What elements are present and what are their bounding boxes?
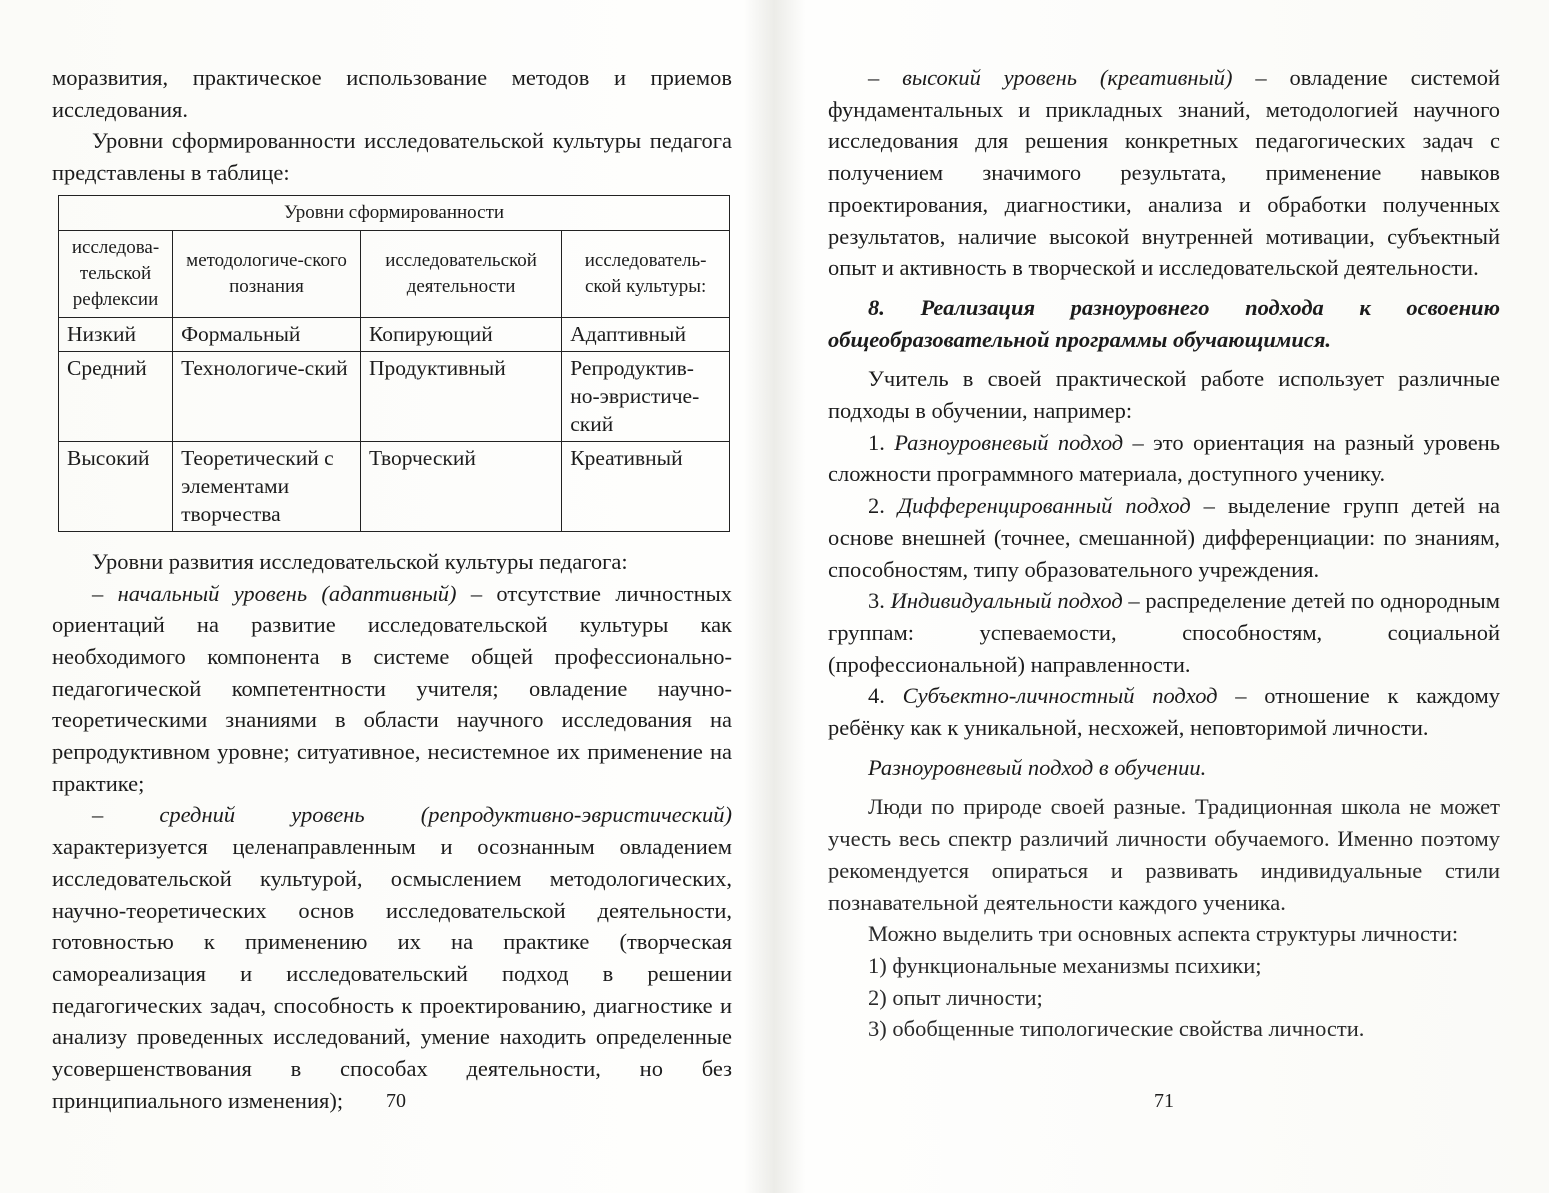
page-number-left: 70 xyxy=(386,1090,406,1112)
table-column-header: методологиче-ского познания xyxy=(173,230,361,317)
table-column-header: исследователь-ской культуры: xyxy=(562,230,730,317)
table-header: Уровни сформированности xyxy=(59,195,730,230)
term-middle-level: – средний уровень (репродуктивно-эвристический) xyxy=(92,802,732,828)
left-paragraph-1: моразвития, практическое использование методов и приемов исследования. xyxy=(52,65,732,122)
sub-heading: Разноуровневый подход в обучении. xyxy=(868,754,1207,780)
list-item: 1) функциональные механизмы психики; xyxy=(868,952,1262,978)
table-row xyxy=(59,317,730,351)
table-cell: Технологиче-ский xyxy=(173,351,361,441)
term-initial-level: – начальный уровень (адаптивный) xyxy=(92,580,457,606)
left-paragraph-3: Уровни развития исследовательской культуры педагога: xyxy=(92,548,628,574)
right-paragraph-2: Учитель в своей практической работе использует различные подходы в обучении, например: xyxy=(828,366,1500,424)
list-item: 2) опыт личности; xyxy=(868,984,1043,1010)
table-cell: Репродуктив-но-эвристиче-ский xyxy=(562,351,730,441)
table-cell: Творческий xyxy=(360,441,561,531)
left-paragraph-5: – средний уровень (репродуктивно-эвристический) характеризуется целенаправленным и осознанным овладением исследовательской культурой, осмыслением методологических, научно-теоретических основ исследовательской деятельности, готовностью к применению их на практике (творческая самореализация и исследовательский подход в решении педагогических задач, способность к проектированию, диагностике и анализу проведенных исследований, умение находить определенные усовершенствования в способах деятельности, но без принципиального изменения); xyxy=(52,802,732,1113)
approach-item-2: 2. Дифференцированный подход – выделение групп детей на основе внешней (точнее, смешанной) дифференциации: по знаниям, способностям, типу образовательного учреждения. xyxy=(828,493,1501,582)
table-column-header: исследова-тельской рефлексии xyxy=(59,230,173,317)
table-cell: Адаптивный xyxy=(562,317,730,351)
right-paragraph-4: Можно выделить три основных аспекта структуры личности: xyxy=(868,921,1459,947)
table-cell: Теоретический с элементами творчества xyxy=(173,441,361,531)
table-cell: Формальный xyxy=(173,317,361,351)
left-page xyxy=(52,62,732,1116)
approach-item-1: 1. Разноуровневый подход – это ориентация на разный уровень сложности программного материала, доступного ученику. xyxy=(828,429,1501,487)
approach-item-4: 4. Субъектно-личностный подход – отношение к каждому ребёнку как к уникальной, несхожей, неповторимой личности. xyxy=(828,683,1500,741)
approach-item-3: 3. Индивидуальный подход – распределение детей по однородным группам: успеваемости, способностям, социальной (профессиональной) направленности. xyxy=(828,588,1501,677)
right-paragraph-1: – высокий уровень (креативный) – овладение системой фундаментальных и прикладных знаний, методологией научного исследования для решения конкретных педагогических задач с получением значимого результата, применение навыков проектирования, диагностики, анализа и обработки полученных результатов, наличие высокой внутренней мотивации, субъектный опыт и активность в творческой и исследовательской деятельности. xyxy=(828,65,1500,281)
right-paragraph-3: Люди по природе своей разные. Традиционная школа не может учесть весь спектр различий личности обучаемого. Именно поэтому рекомендуется опираться и развивать индивидуальные стили познавательной деятельности каждого ученика. xyxy=(828,794,1500,915)
levels-table xyxy=(58,195,730,532)
page-number-right: 71 xyxy=(1154,1090,1174,1112)
left-paragraph-2: Уровни сформированности исследовательской культуры педагога представлены в таблице: xyxy=(52,128,732,186)
section-heading: 8. Реализация разноуровнего подхода к освоению общеобразовательной программы обучающимися. xyxy=(828,294,1500,352)
term-high-level: – высокий уровень (креативный) xyxy=(868,65,1233,90)
table-cell: Креативный xyxy=(562,441,730,531)
table-cell: Низкий xyxy=(59,317,173,351)
table-cell: Средний xyxy=(59,351,173,441)
table-row xyxy=(59,441,730,531)
table-column-header: исследовательской деятельности xyxy=(360,230,561,317)
table-row xyxy=(59,351,730,441)
table-cell: Высокий xyxy=(59,441,173,531)
table-cell: Копирующий xyxy=(360,317,561,351)
list-item: 3) обобщенные типологические свойства личности. xyxy=(868,1016,1365,1042)
left-paragraph-4: – начальный уровень (адаптивный) – отсутствие личностных ориентаций на развитие исследовательской культуры как необходимого компонента в системе общей профессионально-педагогической компетентности учителя; овладение научно-теоретическими знаниями в области научного исследования на репродуктивном уровне; ситуативное, несистемное их применение на практике; xyxy=(52,580,732,796)
right-page xyxy=(828,62,1500,1045)
table-cell: Продуктивный xyxy=(360,351,561,441)
